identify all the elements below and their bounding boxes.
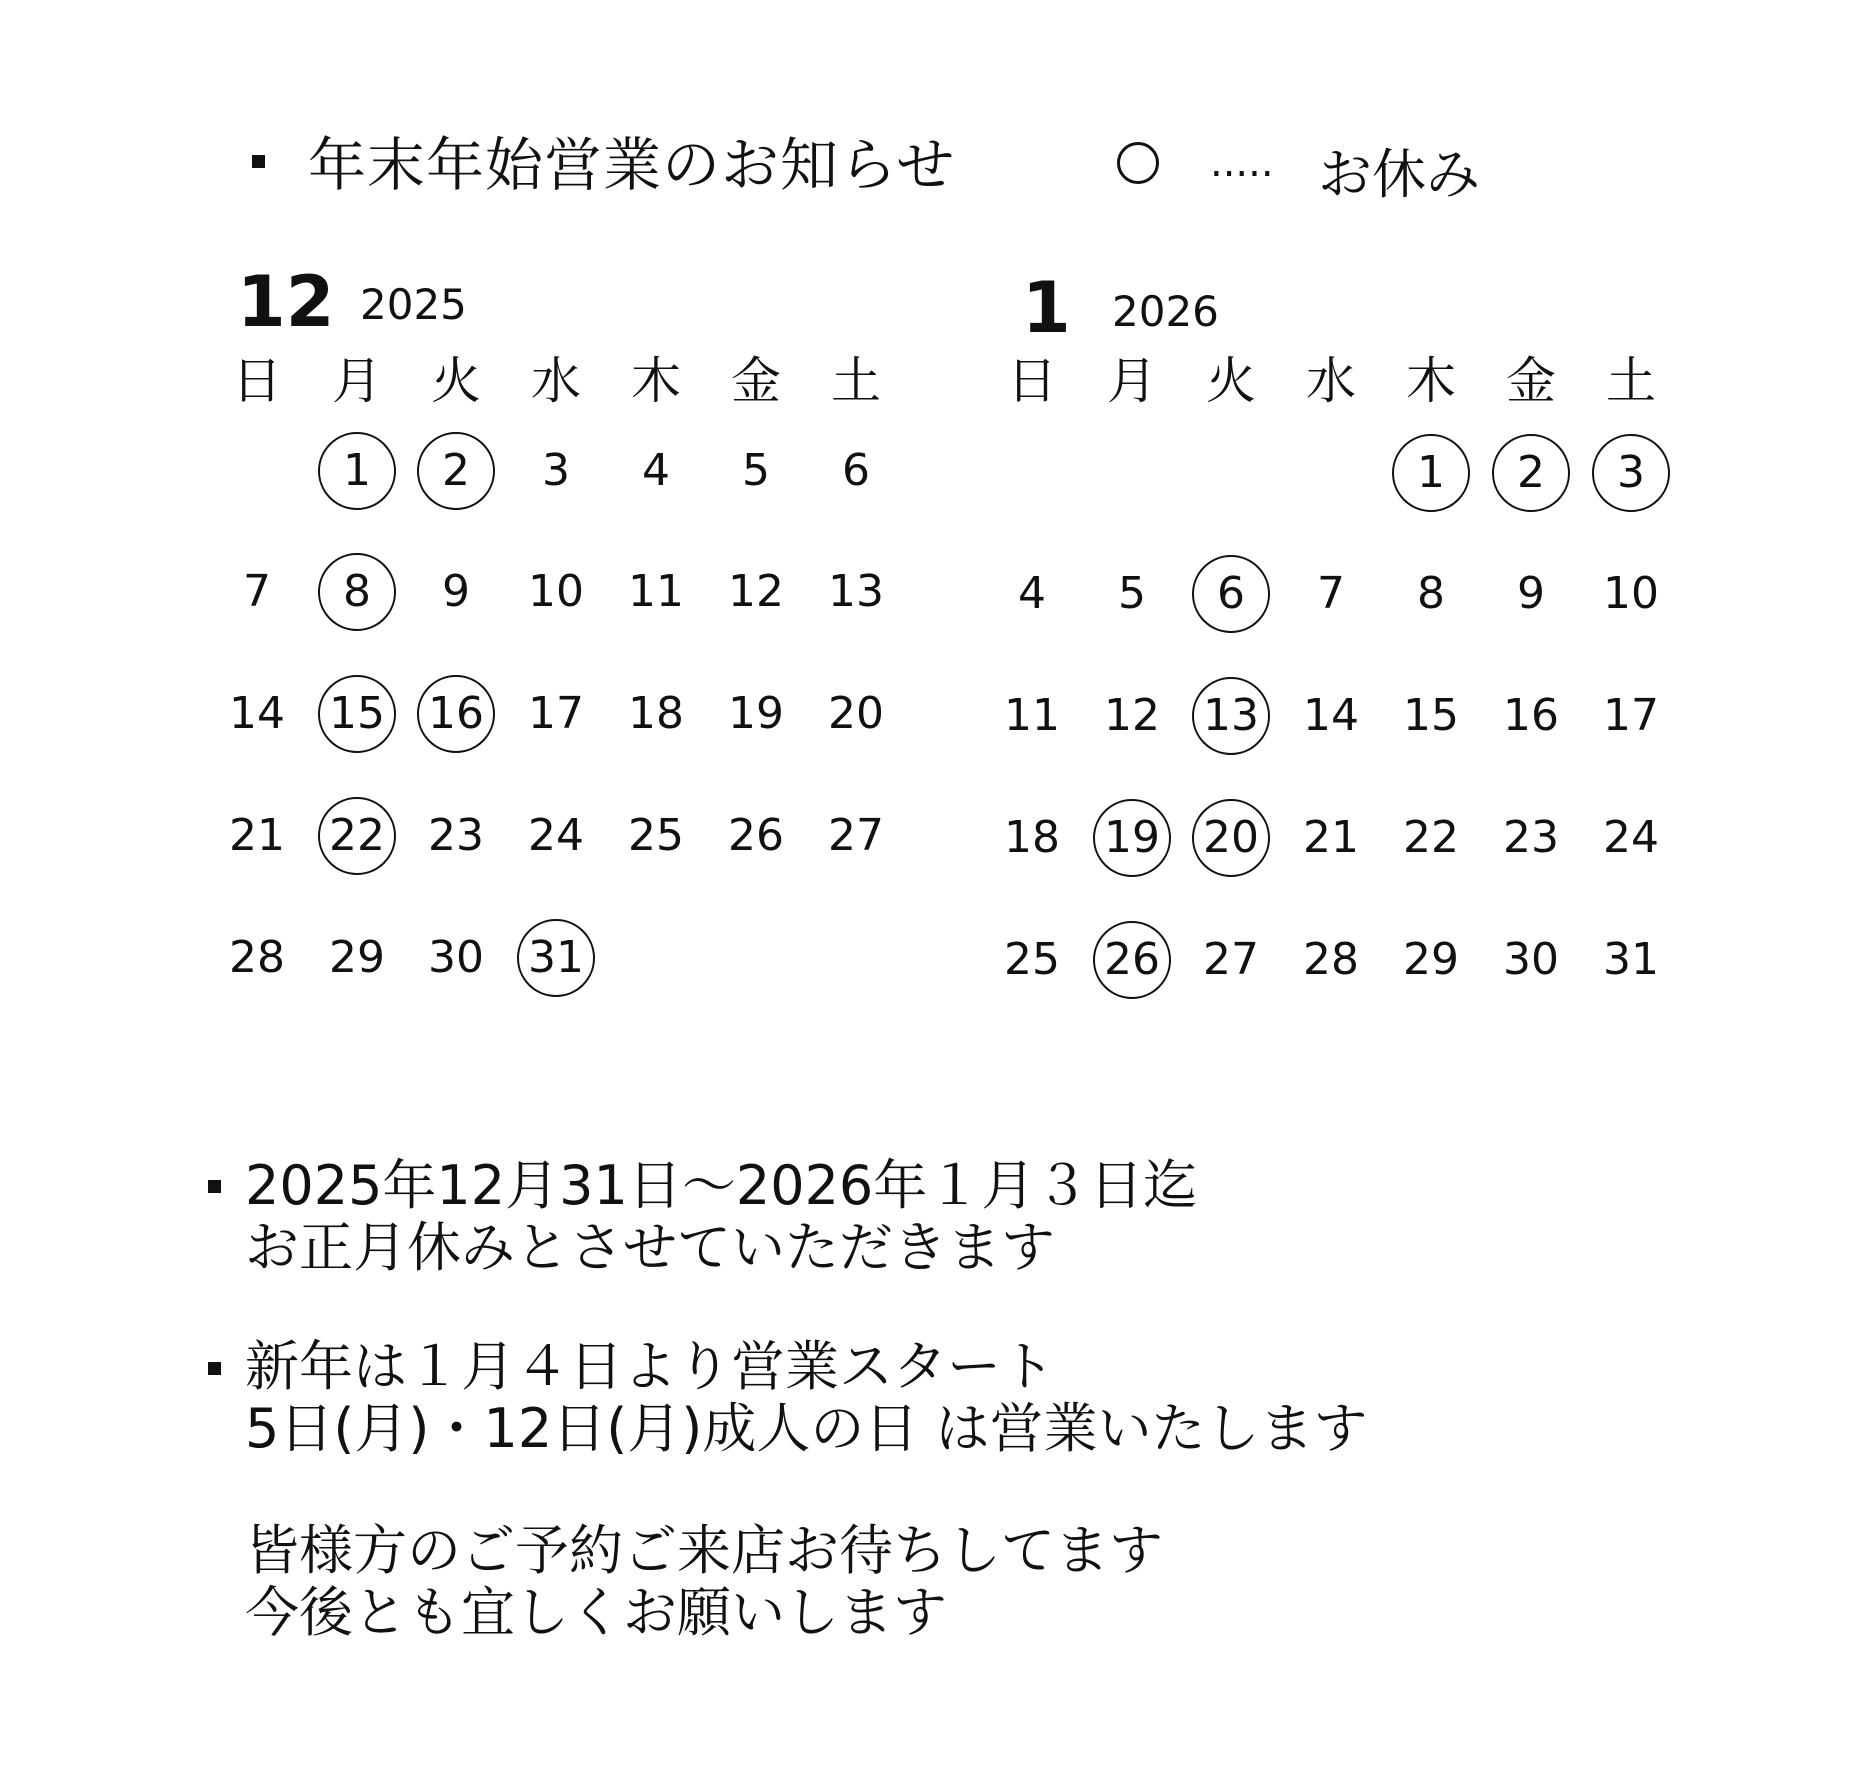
calendar-january-month: 1 — [1022, 267, 1071, 349]
weekday-header-tue: 火 — [431, 352, 481, 410]
weekday-header-sun: 日 — [1007, 352, 1057, 410]
calendar-day: 10 — [1603, 568, 1659, 619]
weekday-header-mon: 月 — [332, 352, 382, 410]
calendar-day-closed: 2 — [442, 445, 470, 496]
calendar-day-closed: 20 — [1203, 812, 1259, 863]
weekday-header-mon: 月 — [1107, 352, 1157, 410]
calendar-day: 21 — [1303, 812, 1359, 863]
calendar-day: 5 — [1118, 568, 1146, 619]
calendar-day-closed: 15 — [329, 688, 385, 739]
calendar-day: 26 — [728, 810, 784, 861]
calendar-day: 5 — [742, 445, 770, 496]
calendar-day-closed: 19 — [1104, 812, 1160, 863]
calendar-day: 25 — [628, 810, 684, 861]
legend-label: お休み — [1318, 143, 1480, 206]
calendar-day: 25 — [1004, 934, 1060, 985]
calendar-day: 12 — [728, 566, 784, 617]
calendar-january-year: 2026 — [1112, 287, 1219, 336]
calendar-day: 4 — [1018, 568, 1046, 619]
calendar-day: 18 — [1004, 812, 1060, 863]
calendar-day-closed: 13 — [1203, 690, 1259, 741]
weekday-header-sat: 土 — [831, 352, 881, 410]
calendar-day-closed: 1 — [343, 445, 371, 496]
note1-line2: お正月休みとさせていただきます — [245, 1216, 1055, 1279]
calendar-day: 24 — [1603, 812, 1659, 863]
note2-line1: 新年は１月４日より営業スタート — [245, 1335, 1055, 1398]
weekday-header-tue: 火 — [1206, 352, 1256, 410]
calendar-day: 21 — [229, 810, 285, 861]
calendar-day-closed: 2 — [1517, 447, 1545, 498]
calendar-day: 10 — [528, 566, 584, 617]
calendar-day-closed: 31 — [528, 932, 584, 983]
calendar-day: 22 — [1403, 812, 1459, 863]
closing-line1: 皆様方のご予約ご来店お待ちしてます — [245, 1519, 1163, 1582]
calendar-day: 6 — [842, 445, 870, 496]
calendar-day: 8 — [1417, 568, 1445, 619]
calendar-day: 16 — [1503, 690, 1559, 741]
note2-bullet — [208, 1362, 221, 1375]
note1-bullet — [208, 1180, 221, 1193]
calendar-day: 12 — [1104, 690, 1160, 741]
calendar-day: 23 — [428, 810, 484, 861]
weekday-header-wed: 水 — [531, 352, 581, 410]
calendar-day: 7 — [243, 566, 271, 617]
calendar-day: 23 — [1503, 812, 1559, 863]
closing-line2: 今後とも宜しくお願いします — [245, 1581, 947, 1644]
calendar-day: 9 — [442, 566, 470, 617]
calendar-day: 31 — [1603, 934, 1659, 985]
page-title: 年末年始営業のお知らせ — [308, 131, 956, 199]
calendar-day: 29 — [1403, 934, 1459, 985]
legend-dots: ..... — [1210, 140, 1274, 186]
calendar-day: 14 — [229, 688, 285, 739]
calendar-day: 20 — [828, 688, 884, 739]
note1-line1: 2025年12月31日〜2026年１月３日迄 — [245, 1154, 1198, 1217]
title-bullet — [252, 155, 265, 168]
calendar-day-closed: 8 — [343, 566, 371, 617]
calendar-day-closed: 26 — [1104, 934, 1160, 985]
calendar-day: 30 — [428, 932, 484, 983]
calendar-december-year: 2025 — [360, 280, 467, 329]
weekday-header-fri: 金 — [731, 352, 781, 410]
calendar-day: 30 — [1503, 934, 1559, 985]
calendar-day: 28 — [1303, 934, 1359, 985]
calendar-day: 17 — [1603, 690, 1659, 741]
weekday-header-sat: 土 — [1606, 352, 1656, 410]
calendar-day-closed: 16 — [428, 688, 484, 739]
calendar-day: 29 — [329, 932, 385, 983]
weekday-header-thu: 木 — [631, 352, 681, 410]
calendar-day: 7 — [1317, 568, 1345, 619]
weekday-header-fri: 金 — [1506, 352, 1556, 410]
calendar-day: 18 — [628, 688, 684, 739]
calendar-day: 17 — [528, 688, 584, 739]
calendar-december-month: 12 — [237, 261, 335, 343]
calendar-day: 4 — [642, 445, 670, 496]
calendar-day: 9 — [1517, 568, 1545, 619]
calendar-day: 3 — [542, 445, 570, 496]
weekday-header-wed: 水 — [1306, 352, 1356, 410]
calendar-day-closed: 3 — [1617, 447, 1645, 498]
calendar-day: 19 — [728, 688, 784, 739]
calendar-day-closed: 1 — [1417, 447, 1445, 498]
calendar-day: 14 — [1303, 690, 1359, 741]
calendar-day: 27 — [1203, 934, 1259, 985]
calendar-day: 11 — [1004, 690, 1060, 741]
calendar-day: 24 — [528, 810, 584, 861]
calendar-day: 15 — [1403, 690, 1459, 741]
weekday-header-thu: 木 — [1406, 352, 1456, 410]
calendar-day: 13 — [828, 566, 884, 617]
closed-legend-circle-icon — [1117, 142, 1159, 184]
calendar-day-closed: 22 — [329, 810, 385, 861]
calendar-day-closed: 6 — [1217, 568, 1245, 619]
note2-line2: 5日(月)・12日(月)成人の日 は営業いたします — [245, 1397, 1368, 1460]
calendar-day: 11 — [628, 566, 684, 617]
calendar-day: 27 — [828, 810, 884, 861]
weekday-header-sun: 日 — [232, 352, 282, 410]
calendar-day: 28 — [229, 932, 285, 983]
